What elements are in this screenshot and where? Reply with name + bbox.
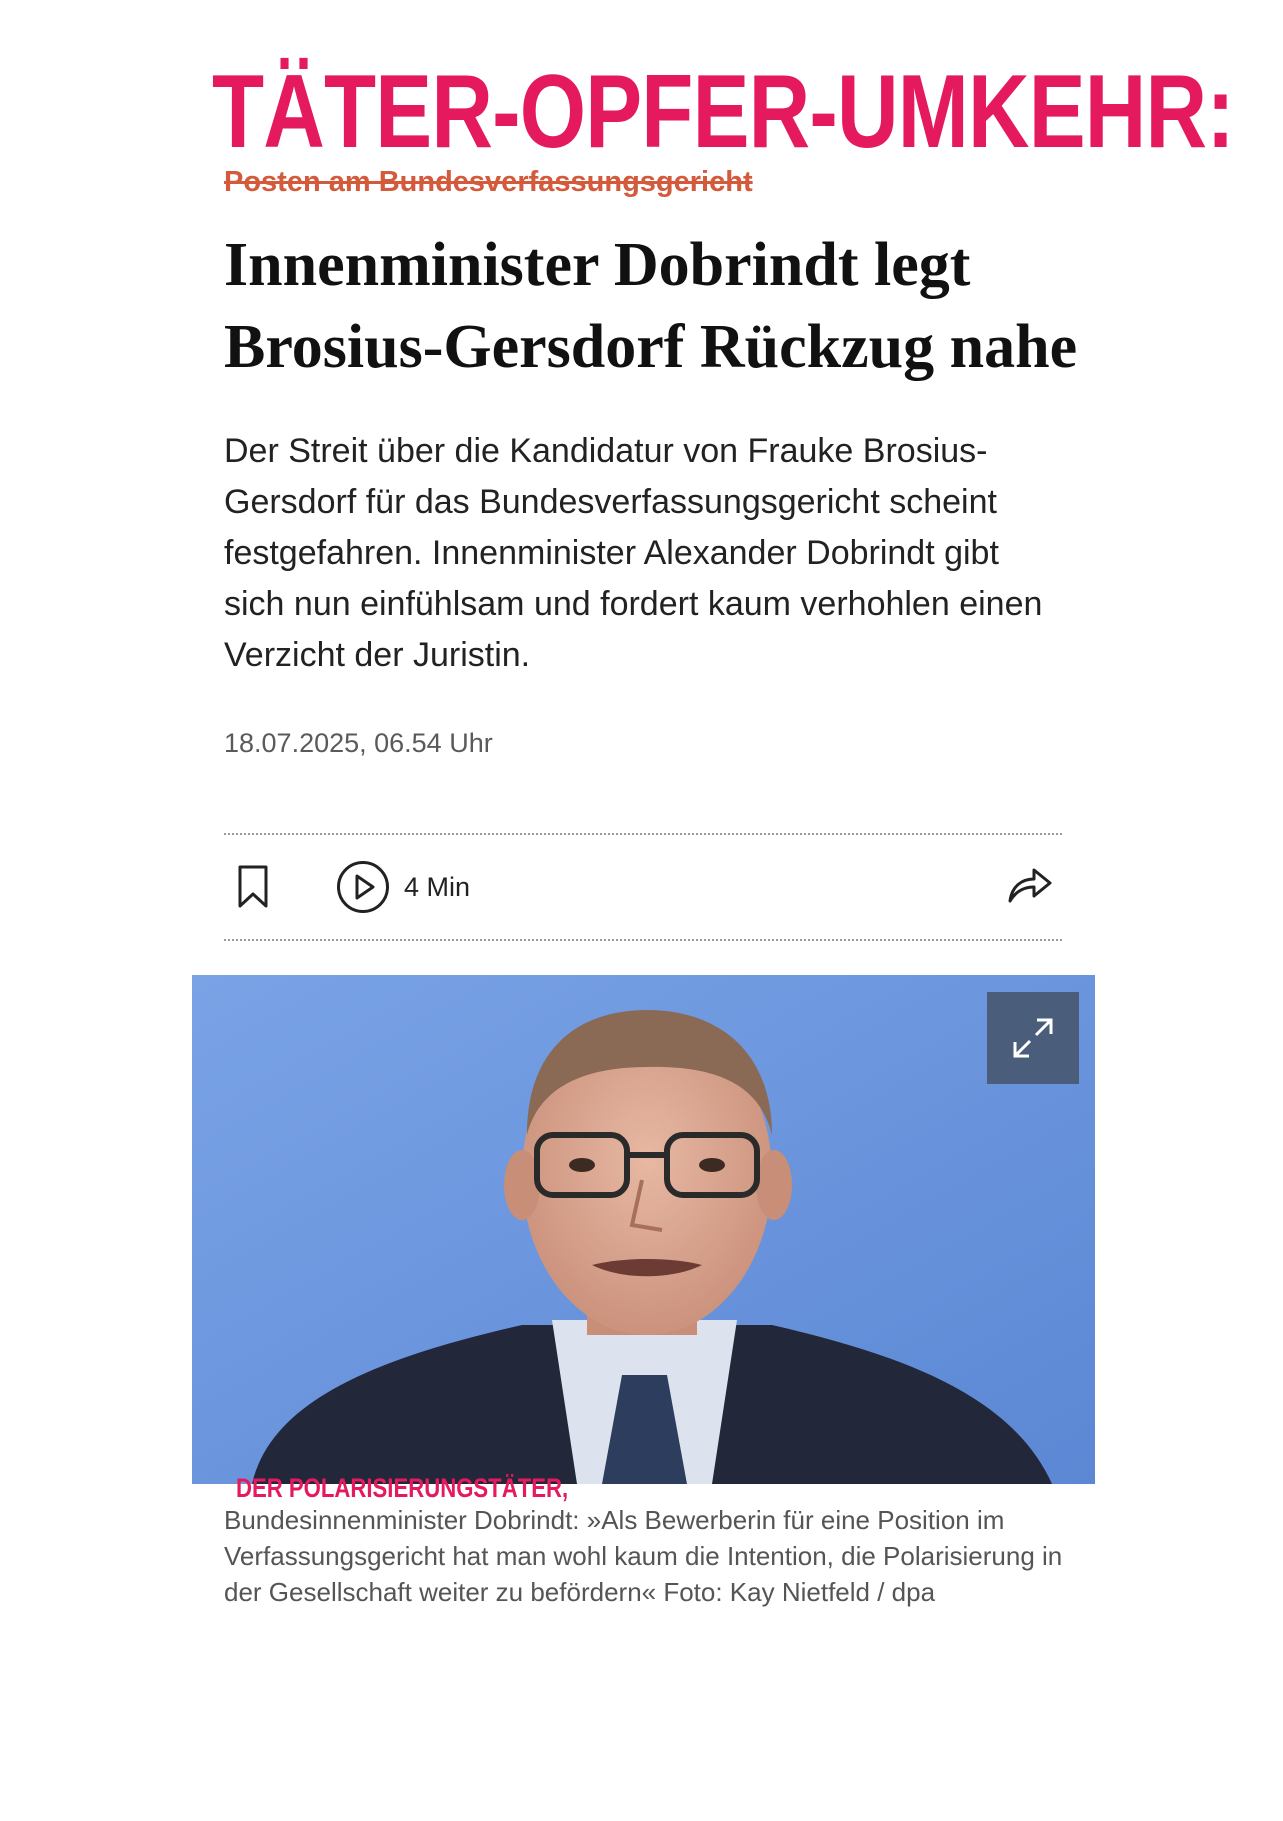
teaser-text: Der Streit über die Kandidatur von Frauke Brosius-Gersdorf für das Bundesverfassungsgericht scheint festgefahren. Innenminister Alexander Dobrindt gibt sich nun einfühlsam und fordert kaum verhohlen einen Verzicht der Juristin. xyxy=(224,432,1043,674)
headline-line-1: Innenminister Dobrindt legt xyxy=(224,231,971,299)
article-photo[interactable] xyxy=(192,975,1095,1484)
portrait-illustration xyxy=(192,975,1095,1484)
headline-line-2: Brosius-Gersdorf Rückzug nahe xyxy=(224,313,1078,381)
audio-play-button[interactable] xyxy=(336,860,470,914)
kicker-overlay: TÄTER-OPFER-UMKEHR: xyxy=(212,54,1234,170)
divider-bottom xyxy=(224,939,1062,941)
expand-arrows-icon xyxy=(1009,1014,1057,1062)
share-button[interactable] xyxy=(1006,864,1054,904)
audio-duration: 4 Min xyxy=(404,871,471,902)
expand-image-button[interactable] xyxy=(987,992,1079,1084)
bookmark-icon xyxy=(236,864,270,910)
headline xyxy=(224,224,1084,388)
bookmark-button[interactable] xyxy=(236,864,270,910)
original-kicker-struck: Posten am Bundesverfassungsgericht xyxy=(224,166,753,198)
share-arrow-icon xyxy=(1006,864,1054,904)
photo-overlay-text: DER POLARISIERUNGSTÄTER, xyxy=(236,1473,569,1503)
publish-date: 18.07.2025, 06.54 Uhr xyxy=(224,728,493,758)
divider-top xyxy=(224,833,1062,835)
photo-caption: Bundesinnenminister Dobrindt: »Als Bewerberin für eine Position im Verfassungsgericht hat man wohl kaum die Intention, die Polarisierung in der Gesellschaft weiter zu befördern« Foto: Kay Nietfeld / dpa xyxy=(224,1505,1063,1607)
play-circle-icon xyxy=(336,860,390,914)
